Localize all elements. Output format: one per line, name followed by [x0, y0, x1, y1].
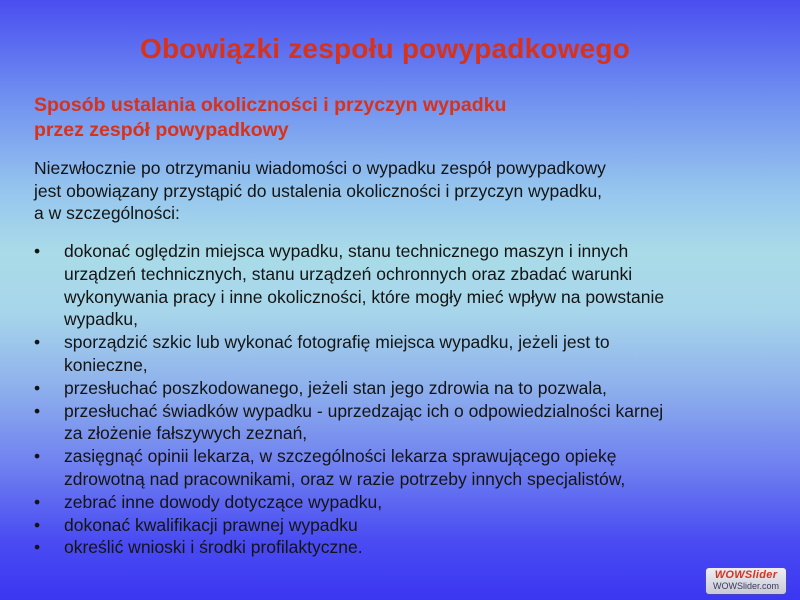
- subtitle-line: Sposób ustalania okoliczności i przyczyn wypadku: [34, 94, 507, 116]
- bullet-line: zebrać inne dowody dotyczące wypadku,: [64, 491, 383, 512]
- subtitle-line: przez zespół powypadkowy: [34, 119, 289, 141]
- bullet-line: dokonać oględzin miejsca wypadku, stanu technicznego maszyn i innych: [64, 241, 629, 261]
- bullet-line: zdrowotną nad pracownikami, oraz w razie potrzeby innych specjalistów,: [64, 468, 626, 489]
- wowslider-watermark-link[interactable]: [706, 568, 786, 594]
- bullet-item: [34, 445, 764, 491]
- bullet-line: zasięgnąć opinii lekarza, w szczególności lekarza sprawującego opiekę: [64, 446, 617, 467]
- bullet-dot: •: [34, 400, 41, 421]
- intro-line: jest obowiązany przystąpić do ustalenia okoliczności i przyczyn wypadku,: [34, 180, 603, 201]
- bullet-line: przesłuchać poszkodowanego, jeżeli stan jego zdrowia na to pozwala,: [64, 377, 607, 398]
- bullet-line: dokonać kwalifikacji prawnej wypadku: [64, 514, 358, 535]
- bullet-dot: •: [34, 377, 41, 398]
- bullet-item: [34, 514, 764, 537]
- bullet-line: konieczne,: [64, 354, 148, 375]
- wowslider-logo: WOWSlider: [714, 569, 778, 581]
- bullet-line: wypadku,: [64, 309, 138, 330]
- bullet-line: przesłuchać świadków wypadku - uprzedzając ich o odpowiedzialności karnej: [64, 400, 664, 421]
- bullet-dot: •: [34, 241, 41, 261]
- bullet-line: wykonywania pracy i inne okoliczności, które mogły mieć wpływ na powstanie: [64, 286, 665, 307]
- bullet-list: [34, 240, 764, 559]
- bullet-item: [34, 331, 764, 377]
- slide-title: Obowiązki zespołu powypadkowego: [139, 33, 631, 64]
- bullet-dot: •: [34, 537, 41, 558]
- bullet-line: określić wnioski i środki profilaktyczne.: [64, 537, 363, 558]
- intro-line: a w szczególności:: [34, 203, 180, 223]
- bullet-dot: •: [34, 514, 41, 535]
- bullet-item: [34, 377, 764, 400]
- bullet-line: sporządzić szkic lub wykonać fotografię miejsca wypadku, jeżeli jest to: [64, 332, 610, 353]
- wowslider-url: WOWSlider.com: [712, 581, 779, 591]
- bullet-dot: •: [34, 491, 41, 512]
- intro-line: Niezwłocznie po otrzymaniu wiadomości o wypadku zespół powypadkowy: [34, 158, 606, 178]
- bullet-item: [34, 536, 764, 559]
- bullet-item: [34, 240, 764, 331]
- intro-paragraph: [34, 157, 606, 225]
- bullet-line: urządzeń technicznych, stanu urządzeń ochronnych oraz zbadać warunki: [64, 263, 633, 284]
- bullet-item: [34, 400, 764, 446]
- bullet-dot: •: [34, 332, 41, 353]
- slide-subtitle: [34, 93, 506, 143]
- bullet-dot: •: [34, 446, 41, 467]
- bullet-item: [34, 491, 764, 514]
- bullet-line: za złożenie fałszywych zeznań,: [64, 423, 308, 444]
